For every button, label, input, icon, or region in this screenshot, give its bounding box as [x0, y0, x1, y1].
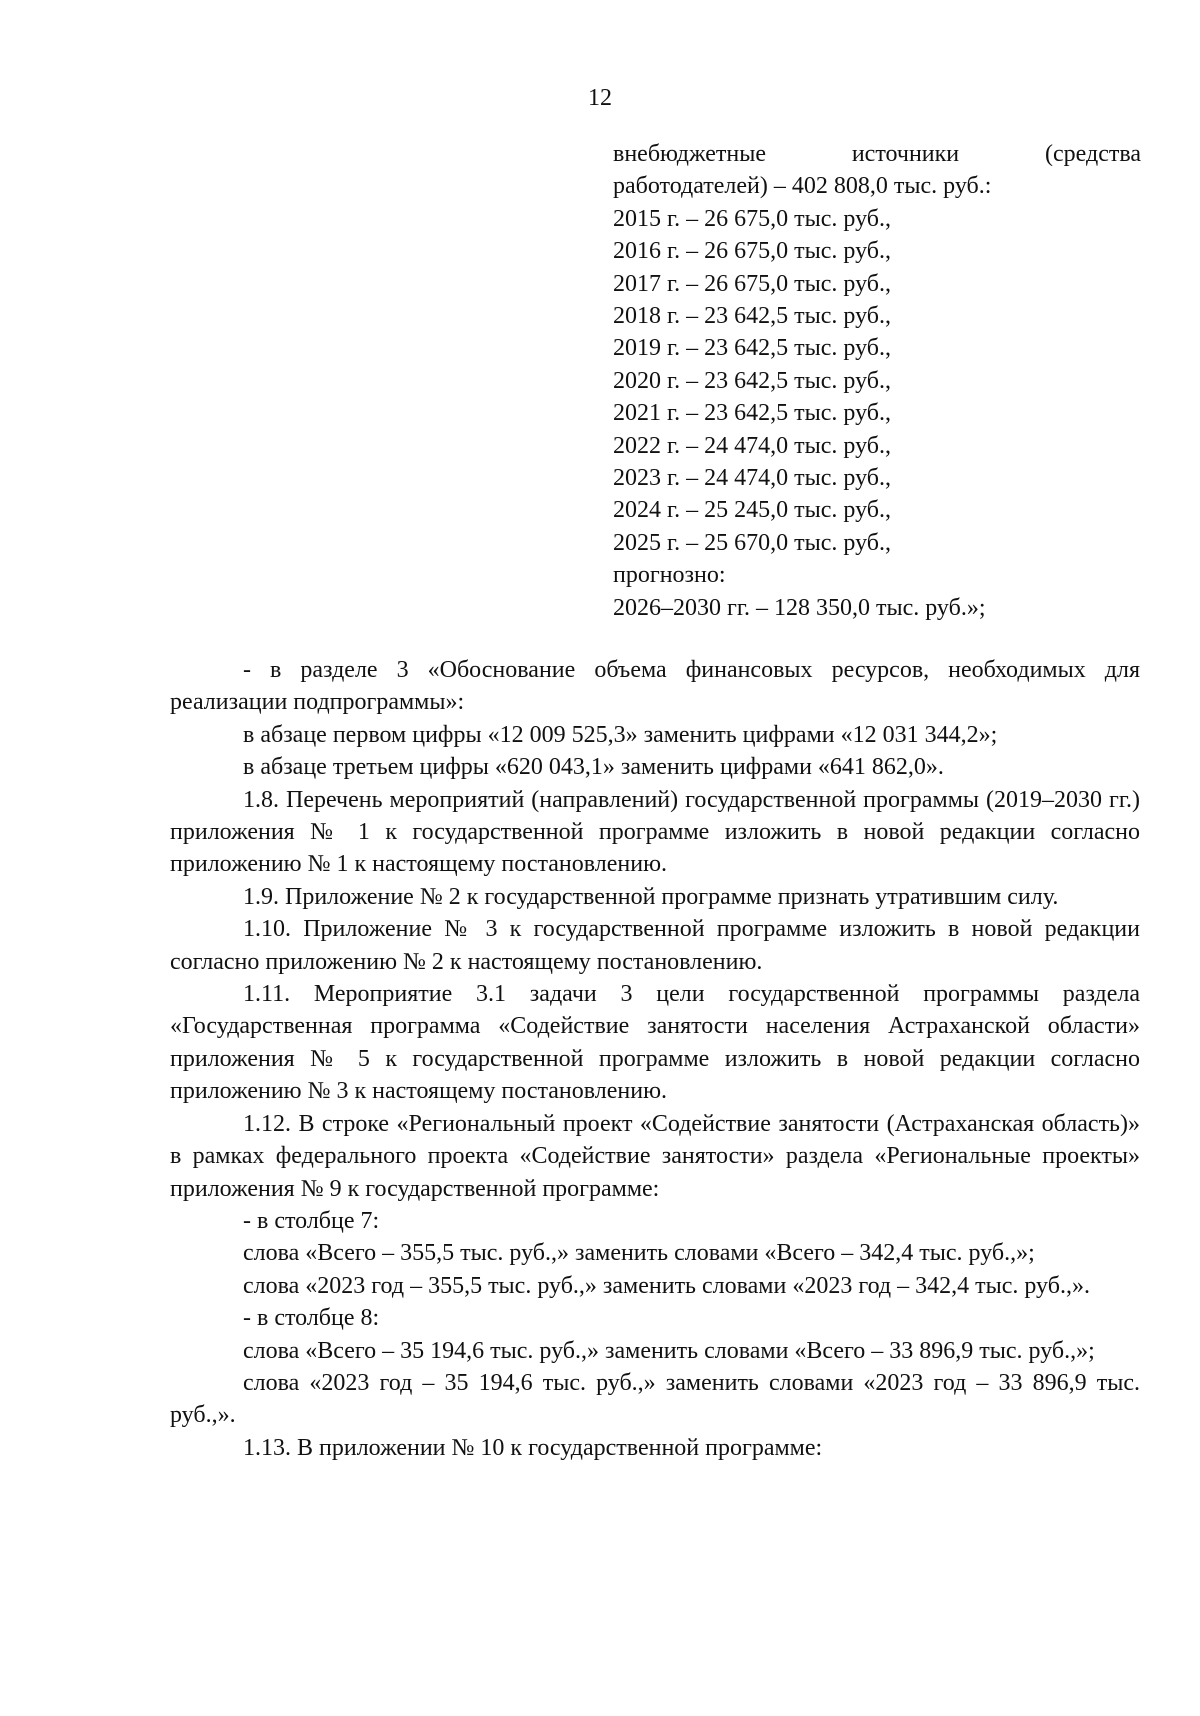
column-7-2023-change: слова «2023 год – 355,5 тыс. руб.,» заменить словами «2023 год – 342,4 тыс. руб.,».: [243, 1272, 1090, 1299]
funding-year-line: 2018 г. – 23 642,5 тыс. руб.,: [613, 303, 891, 330]
funding-year-line: 2024 г. – 25 245,0 тыс. руб.,: [613, 497, 891, 524]
funding-year-line: 2025 г. – 25 670,0 тыс. руб.,: [613, 529, 891, 556]
column-8-heading: - в столбце 8:: [243, 1305, 380, 1332]
funding-intro: внебюджетные источники (средства работодателей) – 402 808,0 тыс. руб.:: [613, 141, 1141, 200]
clause-1-12: 1.12. В строке «Региональный проект «Содействие занятости (Астраханская область)» в рамках федерального проекта «Содействие занятости» раздела «Региональные проекты» приложения № 9 к государственной программе:: [170, 1110, 1140, 1202]
forecast-value: 2026–2030 гг. – 128 350,0 тыс. руб.»;: [613, 594, 986, 621]
clause-1-10: 1.10. Приложение № 3 к государственной программе изложить в новой редакции согласно приложению № 2 к настоящему постановлению.: [170, 916, 1140, 975]
page-number: 12: [588, 85, 612, 111]
funding-block: [613, 138, 1141, 624]
section-3-amendment: - в разделе 3 «Обоснование объема финансовых ресурсов, необходимых для реализации подпрограммы»:: [170, 657, 1140, 716]
funding-year-line: 2015 г. – 26 675,0 тыс. руб.,: [613, 205, 891, 232]
clause-1-11: 1.11. Мероприятие 3.1 задачи 3 цели государственной программы раздела «Государственная программа «Содействие занятости населения Астраханской области» приложения № 5 к государственной программе изложить в новой редакции согласно приложению № 3 к настоящему постановлению.: [170, 981, 1140, 1105]
paragraph-one-change: в абзаце первом цифры «12 009 525,3» заменить цифрами «12 031 344,2»;: [243, 721, 998, 748]
column-8-total-change: слова «Всего – 35 194,6 тыс. руб.,» заменить словами «Всего – 33 896,9 тыс. руб.,»;: [243, 1337, 1095, 1364]
clause-1-13: 1.13. В приложении № 10 к государственной программе:: [243, 1434, 823, 1461]
main-text: [170, 654, 1140, 1464]
funding-year-line: 2020 г. – 23 642,5 тыс. руб.,: [613, 367, 891, 394]
column-8-2023-change: слова «2023 год – 35 194,6 тыс. руб.,» заменить словами «2023 год – 33 896,9 тыс. руб.,».: [170, 1369, 1140, 1429]
clause-1-8: 1.8. Перечень мероприятий (направлений) государственной программы (2019–2030 гг.) приложения № 1 к государственной программе изложить в новой редакции согласно приложению № 1 к настоящему постановлению.: [170, 786, 1140, 878]
funding-year-line: 2016 г. – 26 675,0 тыс. руб.,: [613, 238, 891, 265]
funding-year-line: 2022 г. – 24 474,0 тыс. руб.,: [613, 432, 891, 459]
funding-year-line: 2017 г. – 26 675,0 тыс. руб.,: [613, 270, 891, 297]
funding-year-line: 2021 г. – 23 642,5 тыс. руб.,: [613, 400, 891, 427]
funding-year-line: 2019 г. – 23 642,5 тыс. руб.,: [613, 335, 891, 362]
funding-year-line: 2023 г. – 24 474,0 тыс. руб.,: [613, 465, 891, 492]
paragraph-three-change: в абзаце третьем цифры «620 043,1» заменить цифрами «641 862,0».: [243, 754, 944, 781]
column-7-total-change: слова «Всего – 355,5 тыс. руб.,» заменить словами «Всего – 342,4 тыс. руб.,»;: [243, 1240, 1035, 1267]
column-7-heading: - в столбце 7:: [243, 1207, 380, 1234]
clause-1-9: 1.9. Приложение № 2 к государственной программе признать утратившим силу.: [243, 883, 1059, 910]
forecast-label: прогнозно:: [613, 562, 726, 589]
